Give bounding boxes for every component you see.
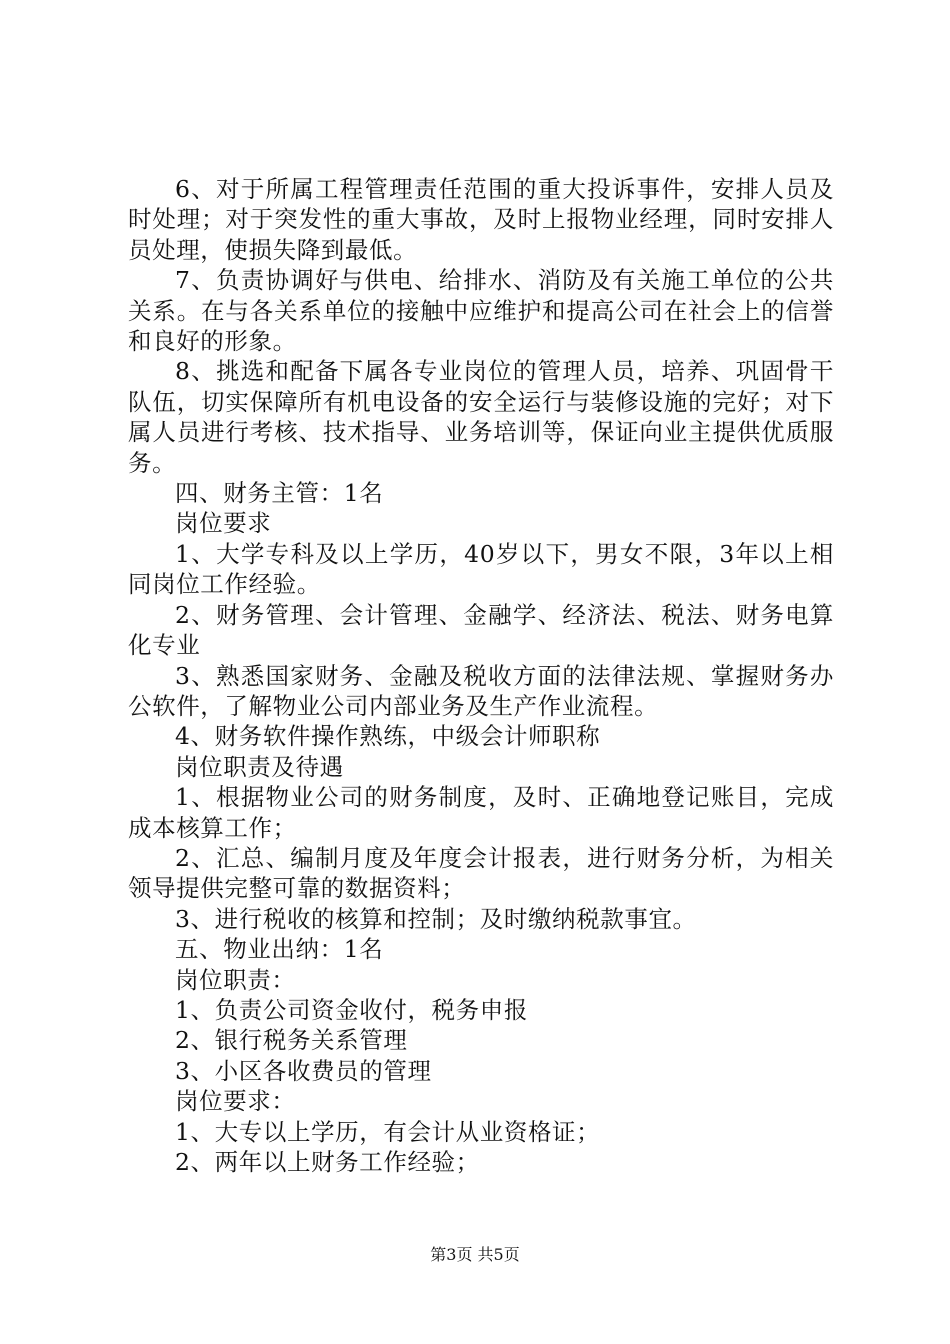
cashier-duty-item-2: 2、银行税务关系管理 bbox=[175, 1026, 408, 1055]
duty-item-2: 2、汇总、编制月度及年度会计报表，进行财务分析，为相关领导提供完整可靠的数据资料； bbox=[128, 843, 834, 903]
document-body bbox=[128, 174, 834, 1177]
subheading-requirements: 岗位要求 bbox=[175, 509, 272, 538]
paragraph-item-8: 8、挑选和配备下属各专业岗位的管理人员，培养、巩固骨干队伍，切实保障所有机电设备的安全运行与装修设施的完好；对下属人员进行考核、技术指导、业务培训等，保证向业主提供优质服务。 bbox=[128, 357, 834, 477]
cashier-duty-item-3: 3、小区各收费员的管理 bbox=[175, 1056, 432, 1085]
section-heading-cashier: 五、物业出纳：1名 bbox=[175, 935, 384, 964]
requirement-item-1: 1、大学专科及以上学历，40岁以下，男女不限，3年以上相同岗位工作经验。 bbox=[128, 539, 834, 599]
duty-item-3: 3、进行税收的核算和控制；及时缴纳税款事宜。 bbox=[175, 904, 697, 933]
subheading-duties-and-benefits: 岗位职责及待遇 bbox=[175, 752, 344, 781]
page-number-footer: 第3页 共5页 bbox=[430, 1245, 520, 1264]
paragraph-item-6: 6、对于所属工程管理责任范围的重大投诉事件，安排人员及时处理；对于突发性的重大事故，及时上报物业经理，同时安排人员处理，使损失降到最低。 bbox=[128, 175, 834, 264]
subheading-cashier-requirements: 岗位要求： bbox=[175, 1087, 296, 1116]
requirement-item-4: 4、财务软件操作熟练，中级会计师职称 bbox=[175, 722, 601, 751]
cashier-duty-item-1: 1、负责公司资金收付，税务申报 bbox=[175, 995, 528, 1024]
paragraph-item-7: 7、负责协调好与供电、给排水、消防及有关施工单位的公共关系。在与各关系单位的接触中应维护和提高公司在社会上的信誉和良好的形象。 bbox=[128, 266, 834, 356]
duty-item-1: 1、根据物业公司的财务制度，及时、正确地登记账目，完成成本核算工作； bbox=[128, 783, 834, 842]
cashier-requirement-item-1: 1、大专以上学历，有会计从业资格证； bbox=[175, 1117, 601, 1146]
section-heading-finance-supervisor: 四、财务主管：1名 bbox=[175, 479, 384, 508]
cashier-requirement-item-2: 2、两年以上财务工作经验； bbox=[175, 1148, 480, 1176]
subheading-cashier-duties: 岗位职责： bbox=[175, 965, 296, 994]
requirement-item-2: 2、财务管理、会计管理、金融学、经济法、税法、财务电算化专业 bbox=[128, 600, 834, 660]
requirement-item-3: 3、熟悉国家财务、金融及税收方面的法律法规、掌握财务办公软件，了解物业公司内部业务及生产作业流程。 bbox=[128, 661, 834, 720]
